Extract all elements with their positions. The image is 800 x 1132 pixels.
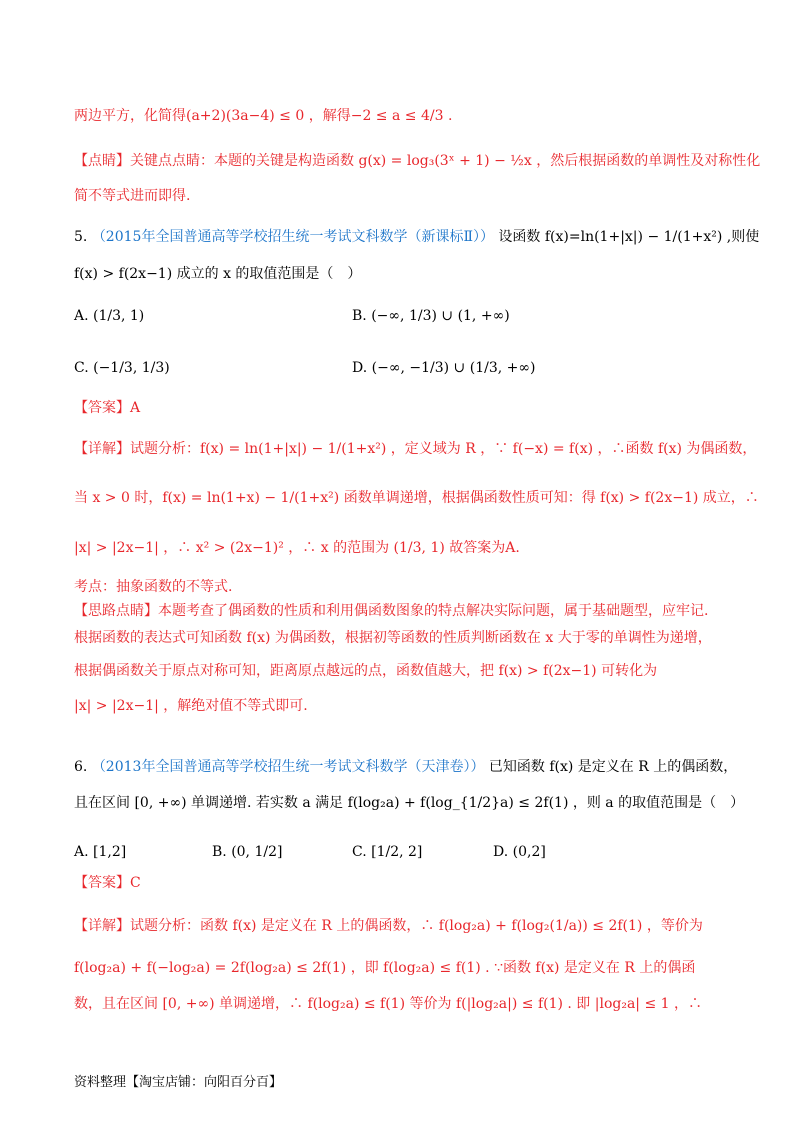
key-point-line-1: 【点睛】关键点点睛：本题的关键是构造函数 g(x) = log₃(3ˣ + 1) − ½x ，然后根据函数的单调性及对称性化 — [74, 153, 761, 169]
question-6-stem — [74, 757, 738, 777]
question-5-number: 5. — [74, 229, 88, 245]
question-6-source: （2013年全国普通高等学校招生统一考试文科数学（天津卷）） — [91, 759, 485, 775]
key-point-line-2: 简不等式进而即得. — [74, 188, 191, 204]
question-6-number: 6. — [74, 759, 88, 775]
question-5-thinking-3: 根据偶函数关于原点对称可知，距离原点越远的点，函数值越大，把 f(x) > f(2x−1) 可转化为 — [74, 663, 658, 679]
question-5-stem — [74, 227, 760, 247]
question-5-condition: f(x) > f(2x−1) 成立的 x 的取值范围是（ ） — [74, 266, 362, 282]
question-6-detail-2: f(log₂a) + f(−log₂a) = 2f(log₂a) ≤ 2f(1) ，即 f(log₂a) ≤ f(1) . ∵函数 f(x) 是定义在 R 上的偶函 — [74, 960, 696, 976]
question-6-option-a: A. [1,2] — [74, 844, 127, 860]
question-6-answer: 【答案】C — [74, 875, 141, 891]
question-5-detail-1: 【详解】试题分析：f(x) = ln(1+|x|) − 1/(1+x²) ，定义域为 R ，∵ f(−x) = f(x) ，∴函数 f(x) 为偶函数， — [74, 441, 757, 457]
question-5-option-b: B. (−∞, 1/3) ∪ (1, +∞) — [352, 308, 510, 324]
question-5-detail-2: 当 x > 0 时，f(x) = ln(1+x) − 1/(1+x²) 函数单调递增，根据偶函数性质可知：得 f(x) > f(2x−1) 成立，∴ — [74, 490, 759, 506]
footer-source: 资料整理【淘宝店铺：向阳百分百】 — [74, 1075, 283, 1090]
question-5-answer: 【答案】A — [74, 400, 141, 416]
question-6-option-d: D. (0,2] — [493, 844, 546, 860]
question-5-source: （2015年全国普通高等学校招生统一考试文科数学（新课标Ⅱ）） — [91, 229, 494, 245]
question-5-option-c: C. (−1/3, 1/3) — [74, 360, 170, 376]
question-5-thinking-1: 【思路点睛】本题考查了偶函数的性质和利用偶函数图象的特点解决实际问题，属于基础题型，应牢记. — [74, 603, 709, 619]
question-5-thinking-2: 根据函数的表达式可知函数 f(x) 为偶函数，根据初等函数的性质判断函数在 x 大于零的单调性为递增， — [74, 630, 712, 646]
question-5-knowledge-point: 考点：抽象函数的不等式. — [74, 579, 233, 595]
question-6-option-b: B. (0, 1/2] — [212, 844, 283, 860]
solution-continuation: 两边平方，化简得(a+2)(3a−4) ≤ 0 ，解得−2 ≤ a ≤ 4/3 . — [74, 108, 453, 124]
question-6-detail-1: 【详解】试题分析：函数 f(x) 是定义在 R 上的偶函数，∴ f(log₂a) + f(log₂(1/a)) ≤ 2f(1) ，等价为 — [74, 918, 703, 934]
question-6-detail-3: 数，且在区间 [0, +∞) 单调递增，∴ f(log₂a) ≤ f(1) 等价为 f(|log₂a|) ≤ f(1) . 即 |log₂a| ≤ 1 ，∴ — [74, 996, 703, 1012]
question-6-text: 已知函数 f(x) 是定义在 R 上的偶函数， — [488, 759, 738, 775]
question-5-detail-3: |x| > |2x−1| ，∴ x² > (2x−1)² ，∴ x 的范围为 (1/3, 1) 故答案为A. — [74, 540, 520, 556]
question-5-option-a: A. (1/3, 1) — [74, 308, 145, 324]
question-5-option-d: D. (−∞, −1/3) ∪ (1/3, +∞) — [352, 360, 536, 376]
question-6-option-c: C. [1/2, 2] — [352, 844, 423, 860]
question-6-condition: 且在区间 [0, +∞) 单调递增. 若实数 a 满足 f(log₂a) + f(log_{1/2}a) ≤ 2f(1) ，则 a 的取值范围是（ ） — [74, 795, 745, 811]
question-5-thinking-4: |x| > |2x−1| ，解绝对值不等式即可. — [74, 698, 308, 714]
question-5-text: 设函数 f(x)=ln(1+|x|) − 1/(1+x²) ,则使 — [498, 229, 760, 245]
